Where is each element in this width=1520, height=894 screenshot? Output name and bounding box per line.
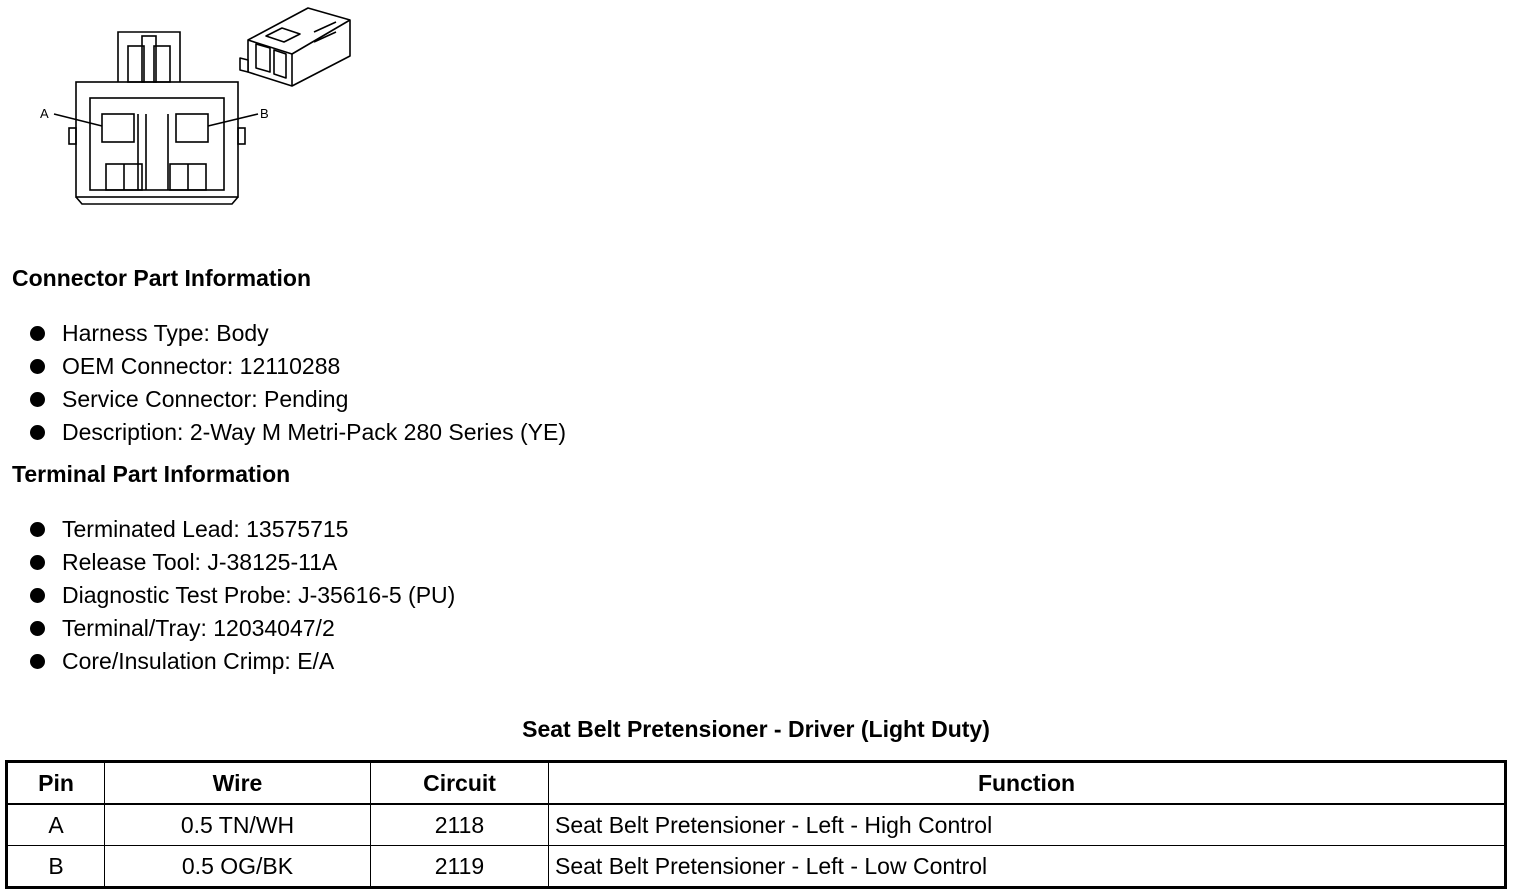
connector-part-title: Connector Part Information — [12, 265, 312, 291]
list-item: Service Connector: Pending — [28, 383, 566, 416]
cell-circuit: 2118 — [371, 804, 549, 846]
pin-table — [5, 760, 1507, 889]
cell-function: Seat Belt Pretensioner - Left - High Control — [549, 804, 1506, 846]
cell-pin: B — [7, 846, 105, 888]
list-item: Terminal/Tray: 12034047/2 — [28, 612, 455, 645]
list-item: Release Tool: J-38125-11A — [28, 546, 455, 579]
table-row — [7, 846, 1506, 888]
list-item: Terminated Lead: 13575715 — [28, 513, 455, 546]
table-row — [7, 804, 1506, 846]
list-item: OEM Connector: 12110288 — [28, 350, 566, 383]
cell-wire: 0.5 TN/WH — [105, 804, 371, 846]
list-item: Diagnostic Test Probe: J-35616-5 (PU) — [28, 579, 455, 612]
connector-isometric-icon — [240, 8, 350, 86]
list-item: Core/Insulation Crimp: E/A — [28, 645, 455, 678]
cell-circuit: 2119 — [371, 846, 549, 888]
connector-diagram — [30, 2, 360, 212]
cell-pin: A — [7, 804, 105, 846]
list-item: Description: 2-Way M Metri-Pack 280 Series (YE) — [28, 416, 566, 449]
table-title: Seat Belt Pretensioner - Driver (Light Duty) — [522, 716, 990, 742]
pin-label-a: A — [40, 106, 49, 121]
cell-wire: 0.5 OG/BK — [105, 846, 371, 888]
header-circuit: Circuit — [371, 762, 549, 805]
header-function: Function — [549, 762, 1506, 805]
terminal-part-title: Terminal Part Information — [12, 461, 291, 487]
cell-function: Seat Belt Pretensioner - Left - Low Control — [549, 846, 1506, 888]
terminal-part-list — [28, 513, 455, 678]
list-item: Harness Type: Body — [28, 317, 566, 350]
table-header-row — [7, 762, 1506, 805]
pin-label-b: B — [260, 106, 269, 121]
header-pin: Pin — [7, 762, 105, 805]
connector-part-list — [28, 317, 566, 449]
header-wire: Wire — [105, 762, 371, 805]
